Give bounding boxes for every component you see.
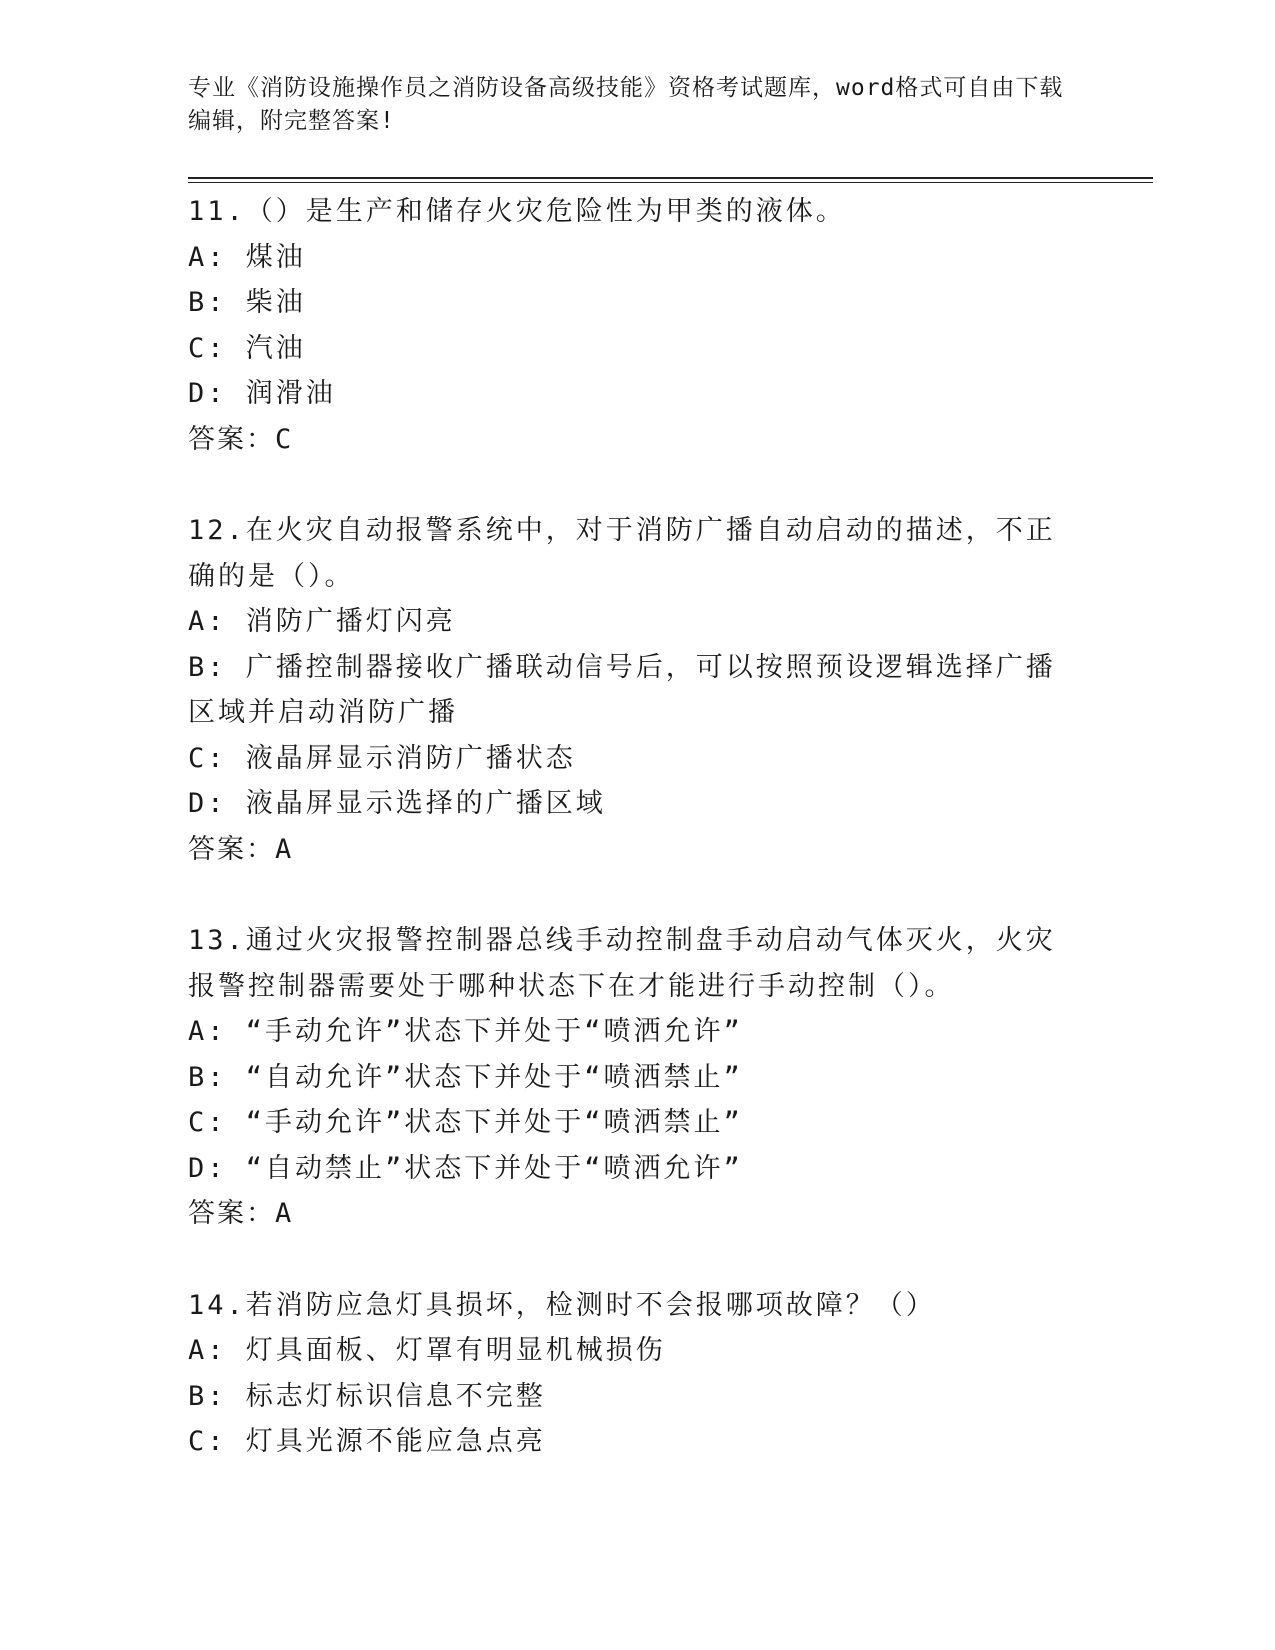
option-a: A: 煤油 xyxy=(188,241,306,273)
answer: 答案：C xyxy=(188,423,294,455)
question-stem: 14.若消防应急灯具损坏，检测时不会报哪项故障？（） xyxy=(188,1289,936,1321)
header-divider-thin xyxy=(188,182,1153,183)
answer: 答案：A xyxy=(188,833,294,865)
question-14 xyxy=(188,1283,1068,1465)
option-a: A: 消防广播灯闪亮 xyxy=(188,606,456,637)
question-stem: 12.在火灾自动报警系统中，对于消防广播自动启动的描述，不正确的是（）。 xyxy=(188,515,1056,592)
option-a: A: “手动允许”状态下并处于“喷洒允许” xyxy=(188,1016,743,1047)
option-b: B: 广播控制器接收广播联动信号后，可以按照预设逻辑选择广播区域并启动消防广播 xyxy=(188,651,1056,728)
question-12 xyxy=(188,508,1068,872)
option-c: C: 灯具光源不能应急点亮 xyxy=(188,1426,546,1457)
answer: 答案：A xyxy=(188,1198,294,1229)
question-list xyxy=(188,189,1068,1511)
option-d: D: “自动禁止”状态下并处于“喷洒允许” xyxy=(188,1152,743,1184)
option-d: D: 液晶屏显示选择的广播区域 xyxy=(188,788,606,819)
question-stem: 11.（）是生产和储存火灾危险性为甲类的液体。 xyxy=(188,196,846,227)
question-13 xyxy=(188,918,1068,1237)
question-stem: 13.通过火灾报警控制器总线手动控制盘手动启动气体灭火，火灾报警控制器需要处于哪种状态下在才能进行手动控制（）。 xyxy=(188,925,1056,1002)
option-c: C: “手动允许”状态下并处于“喷洒禁止” xyxy=(188,1107,743,1138)
option-a: A: 灯具面板、灯罩有明显机械损伤 xyxy=(188,1335,666,1366)
header-divider xyxy=(188,177,1153,179)
option-c: C: 液晶屏显示消防广播状态 xyxy=(188,742,576,774)
option-b: B: 标志灯标识信息不完整 xyxy=(188,1380,546,1412)
option-b: B: “自动允许”状态下并处于“喷洒禁止” xyxy=(188,1061,743,1093)
option-b: B: 柴油 xyxy=(188,287,306,318)
option-c: C: 汽油 xyxy=(188,332,306,364)
question-11 xyxy=(188,189,1068,462)
document-header: 专业《消防设施操作员之消防设备高级技能》资格考试题库，word格式可自由下载编辑，附完整答案! xyxy=(188,75,1064,134)
option-d: D: 润滑油 xyxy=(188,378,336,409)
